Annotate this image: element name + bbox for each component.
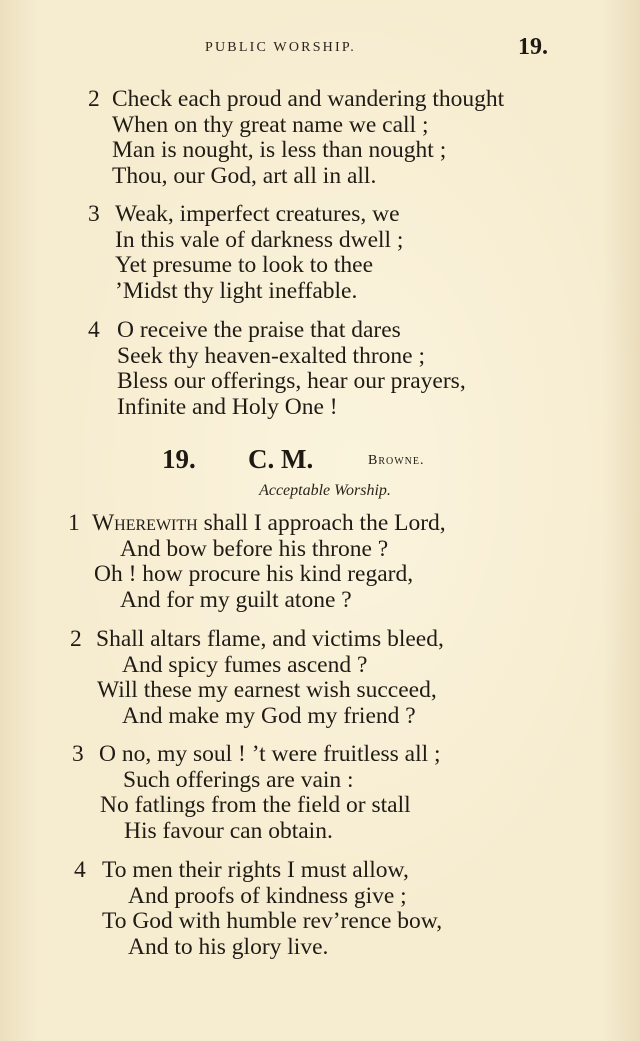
stanza-line: And for my guilt atone ?	[120, 586, 352, 613]
stanza-line: And spicy fumes ascend ?	[122, 651, 368, 678]
hymn-author: Browne.	[368, 453, 425, 468]
stanza-line: Oh ! how procure his kind regard,	[94, 561, 414, 587]
hymn-subtitle: Acceptable Worship.	[259, 482, 391, 499]
stanza-number: 3	[88, 201, 100, 227]
stanza-line: To God with humble rev’rence bow,	[102, 908, 443, 934]
first-word-smallcaps: Wherewith	[92, 510, 198, 536]
stanza-line: To men their rights I must allow,	[102, 857, 409, 883]
stanza-line: O no, my soul ! ’t were fruitless all ;	[99, 741, 441, 767]
hymn-number: 19.	[162, 444, 196, 474]
stanza-line: When on thy great name we call ;	[112, 111, 429, 138]
hymn-stanza-4	[74, 858, 574, 960]
stanza-number: 2	[88, 86, 100, 112]
stanza-line: Will these my earnest wish succeed,	[97, 677, 437, 703]
stanza-line: And bow before his throne ?	[120, 535, 389, 562]
stanza-first-line	[92, 511, 446, 537]
stanza-line: No fatlings from the field or stall	[100, 792, 411, 818]
stanza-line: And make my God my friend ?	[122, 702, 416, 729]
hymn-heading	[0, 444, 640, 478]
stanza-number: 1	[68, 510, 80, 536]
stanza-line: Infinite and Holy One !	[117, 393, 338, 420]
hymn-stanza-3	[72, 742, 572, 844]
stanza-number: 2	[70, 626, 82, 652]
stanza-line: Check each proud and wandering thought	[112, 86, 505, 112]
stanza-line: And to his glory live.	[128, 933, 329, 960]
hymn-stanza-2	[70, 627, 570, 729]
hymn-stanza-1	[68, 511, 568, 613]
stanza-line: Thou, our God, art all in all.	[112, 162, 377, 189]
stanza-line: Yet presume to look to thee	[115, 252, 374, 278]
running-title: PUBLIC WORSHIP.	[205, 40, 356, 55]
stanza-number: 4	[74, 857, 86, 883]
stanza-line: Weak, imperfect creatures, we	[115, 201, 400, 227]
stanza-line: And proofs of kindness give ;	[128, 882, 407, 909]
stanza-number: 4	[88, 317, 100, 343]
stanza-line: ’Midst thy light ineffable.	[115, 277, 358, 304]
stanza-line: In this vale of darkness dwell ;	[115, 226, 404, 253]
hymn-meter: C. M.	[248, 444, 314, 474]
stanza-line: Bless our offerings, hear our prayers,	[117, 368, 466, 394]
stanza-line: His favour can obtain.	[124, 817, 333, 844]
stanza-line: O receive the praise that dares	[117, 317, 401, 343]
stanza-line: Seek thy heaven-exalted throne ;	[117, 342, 425, 369]
running-header	[0, 36, 640, 60]
prev-hymn-stanza-4	[88, 318, 558, 420]
stanza-line: Man is nought, is less than nought ;	[112, 137, 447, 163]
prev-hymn-stanza-2	[88, 87, 558, 189]
stanza-line: Such offerings are vain :	[123, 766, 354, 793]
first-line-rest: shall I approach the Lord,	[197, 510, 446, 536]
stanza-line: Shall altars flame, and victims bleed,	[96, 626, 444, 652]
stanza-number: 3	[72, 741, 84, 767]
prev-hymn-stanza-3	[88, 202, 558, 304]
page-number: 19.	[518, 34, 548, 60]
